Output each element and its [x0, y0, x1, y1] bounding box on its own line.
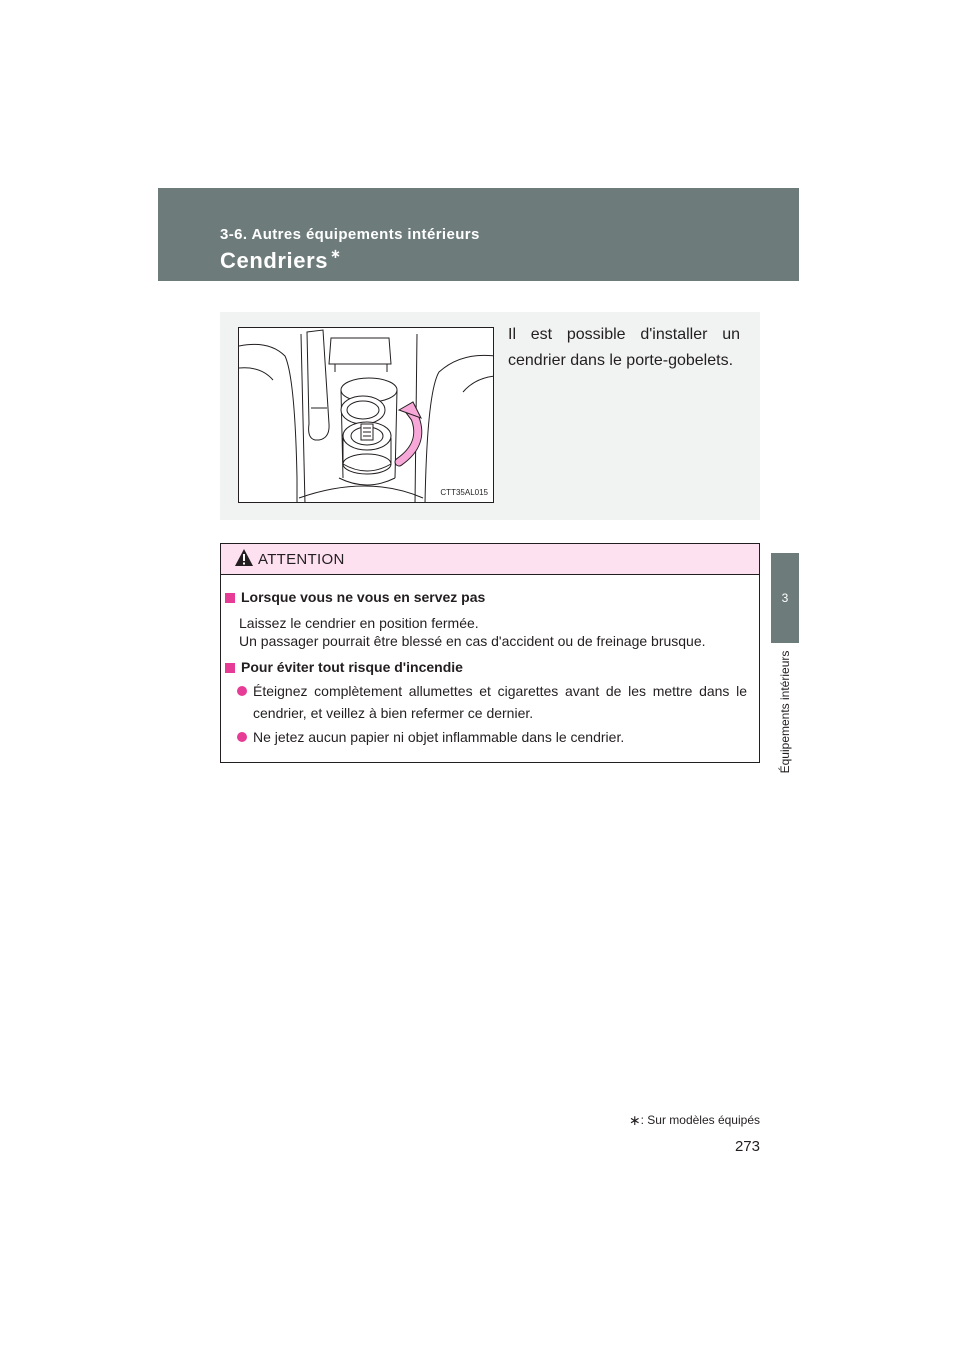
- warning-heading-1-text: Lorsque vous ne vous en servez pas: [241, 589, 486, 605]
- warning-bullet-1: [237, 680, 747, 724]
- footnote-asterisk: ∗: [628, 1112, 641, 1128]
- warning-box: [220, 543, 760, 763]
- figure-code: CTT35AL015: [440, 488, 488, 497]
- warning-triangle-icon: [234, 548, 254, 568]
- round-bullet-icon: [237, 732, 247, 742]
- round-bullet-icon: [237, 686, 247, 696]
- section-title: 3-6. Autres équipements intérieurs: [220, 226, 480, 243]
- info-text: Il est possible d'installer un cendrier dans le porte-gobelets.: [508, 326, 740, 369]
- chapter-tab: [771, 553, 799, 643]
- warning-bullet-2-text: Ne jetez aucun papier ni objet inflammable dans le cendrier.: [253, 729, 625, 745]
- chapter-number: 3: [781, 591, 789, 605]
- warning-header: [221, 544, 759, 575]
- warning-bullet-2: [237, 726, 747, 748]
- page-title-text: Cendriers: [220, 248, 329, 273]
- warning-title: ATTENTION: [258, 551, 345, 568]
- page-number: 273: [734, 1138, 760, 1155]
- square-bullet-icon: [225, 593, 235, 603]
- warning-heading-2-text: Pour éviter tout risque d'incendie: [241, 659, 463, 675]
- page-title: [220, 248, 342, 274]
- square-bullet-icon: [225, 663, 235, 673]
- ashtray-drawing: [239, 328, 494, 503]
- warning-text-2: Un passager pourrait être blessé en cas d'accident ou de freinage brusque.: [239, 633, 706, 649]
- title-asterisk: ∗: [330, 246, 342, 261]
- footnote-text: : Sur modèles équipés: [640, 1113, 760, 1127]
- warning-heading-2: [225, 659, 463, 675]
- footnote: [629, 1112, 760, 1129]
- warning-bullet-1-text: Éteignez complètement allumettes et cigarettes avant de les mettre dans le cendrier, et veillez à bien refermer ce dernier.: [253, 683, 747, 721]
- chapter-label: Équipements intérieurs: [778, 650, 792, 774]
- warning-text-1: Laissez le cendrier en position fermée.: [239, 615, 479, 631]
- warning-heading-1: [225, 589, 485, 605]
- ashtray-illustration: [238, 327, 494, 503]
